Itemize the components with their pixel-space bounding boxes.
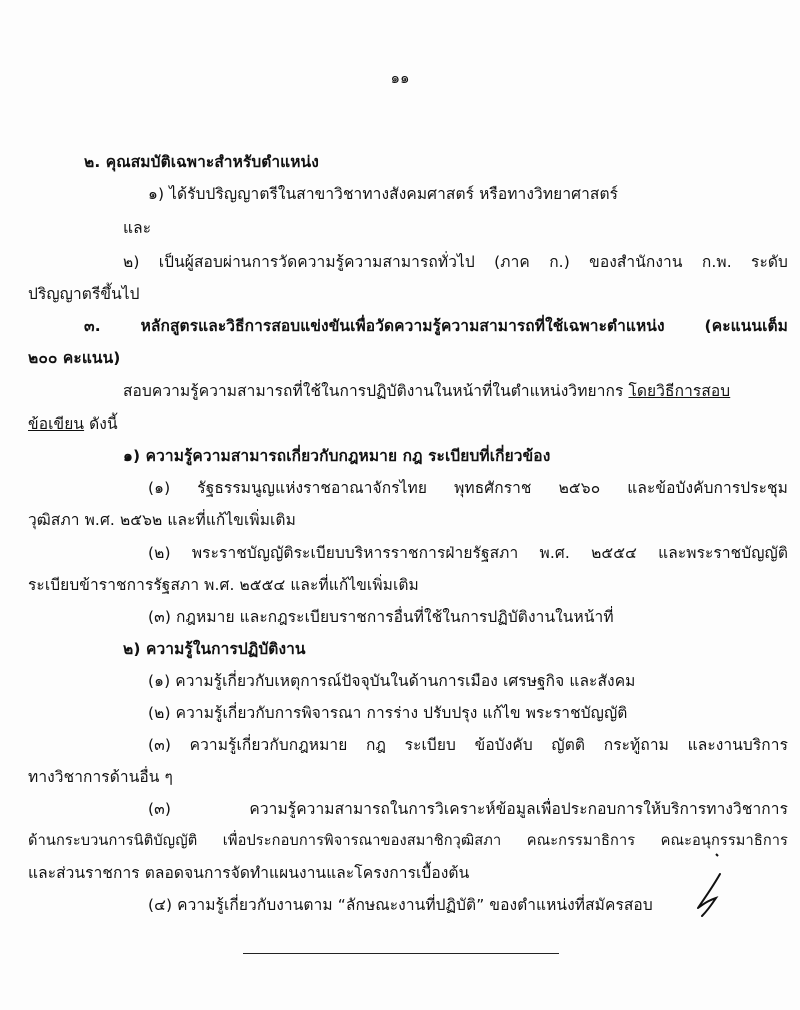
topic-2-item-4: (๓) ความรู้ความสามารถในการวิเคราะห์ข้อมูลเพื่อประกอบการให้บริการทางวิชาการ (148, 800, 788, 818)
exam-description-cont (28, 412, 118, 436)
topic-2-item-2: (๒) ความรู้เกี่ยวกับการพิจารณา การร่าง ปรับปรุง แก้ไข พระราชบัญญัติ (148, 704, 628, 722)
section-3-heading-cont: ๒๐๐ คะแนน) (28, 349, 121, 367)
exam-method-underlined: โดยวิธีการสอบ (628, 382, 731, 400)
topic-1-item-2-cont: ระเบียบข้าราชการรัฐสภา พ.ศ. ๒๕๕๔ และที่แก้ไขเพิ่มเติม (28, 576, 419, 594)
topic-2-item-4-cont: ด้านกระบวนการนิติบัญญัติ เพื่อประกอบการพิจารณาของสมาชิกวุฒิสภา คณะกรรมาธิการ คณะอนุกรรมาธิการ (28, 832, 788, 849)
written-exam-underlined: ข้อเขียน (28, 415, 85, 433)
topic-2-item-1: (๑) ความรู้เกี่ยวกับเหตุการณ์ปัจจุบันในด้านการเมือง เศรษฐกิจ และสังคม (148, 672, 636, 690)
exam-description-text: สอบความรู้ความสามารถที่ใช้ในการปฏิบัติงานในหน้าที่ในตำแหน่งวิทยากร (123, 382, 629, 400)
topic-2-heading: ๒) ความรู้ในการปฏิบัติงาน (123, 640, 306, 658)
topic-2-item-3: (๓) ความรู้เกี่ยวกับกฎหมาย กฎ ระเบียบ ข้อบังคับ ญัตติ กระทู้ถาม และงานบริการ (148, 736, 788, 754)
topic-1-item-1: (๑) รัฐธรรมนูญแห่งราชอาณาจักรไทย พุทธศักราช ๒๕๖๐ และข้อบังคับการประชุม (148, 479, 788, 497)
qualification-2: ๒) เป็นผู้สอบผ่านการวัดความรู้ความสามารถทั่วไป (ภาค ก.) ของสำนักงาน ก.พ. ระดับ (123, 253, 788, 271)
topic-2-item-5: (๔) ความรู้เกี่ยวกับงานตาม “ลักษณะงานที่ปฏิบัติ” ของตำแหน่งที่สมัครสอบ (148, 896, 653, 914)
initials-signature-mark (688, 852, 732, 918)
qualification-1: ๑) ได้รับปริญญาตรีในสาขาวิชาทางสังคมศาสตร์ หรือทางวิทยาศาสตร์ (148, 185, 619, 203)
end-divider-line (243, 953, 559, 954)
exam-description (123, 379, 730, 403)
page-number: ๑๑ (390, 69, 410, 87)
exam-description-tail: ดังนี้ (84, 415, 118, 433)
qualification-2-cont: ปริญญาตรีขึ้นไป (28, 285, 140, 303)
topic-1-item-2: (๒) พระราชบัญญัติระเบียบบริหารราชการฝ่ายรัฐสภา พ.ศ. ๒๕๕๔ และพระราชบัญญัติ (148, 544, 788, 562)
topic-1-item-3: (๓) กฎหมาย และกฎระเบียบราชการอื่นที่ใช้ในการปฏิบัติงานในหน้าที่ (148, 608, 614, 626)
topic-2-item-3-cont: ทางวิชาการด้านอื่น ๆ (28, 768, 173, 786)
topic-1-item-1-cont: วุฒิสภา พ.ศ. ๒๕๖๒ และที่แก้ไขเพิ่มเติม (28, 511, 296, 529)
topic-1-heading: ๑) ความรู้ความสามารถเกี่ยวกับกฎหมาย กฎ ระเบียบที่เกี่ยวข้อง (123, 447, 551, 465)
topic-2-item-4-cont-2: และส่วนราชการ ตลอดจนการจัดทำแผนงานและโครงการเบื้องต้น (28, 864, 470, 882)
section-3-heading: ๓. หลักสูตรและวิธีการสอบแข่งขันเพื่อวัดความรู้ความสามารถที่ใช้เฉพาะตำแหน่ง (คะแนนเต็ม (84, 317, 788, 335)
conjunction-and: และ (123, 219, 152, 237)
section-2-heading: ๒. คุณสมบัติเฉพาะสำหรับตำแหน่ง (84, 153, 319, 171)
